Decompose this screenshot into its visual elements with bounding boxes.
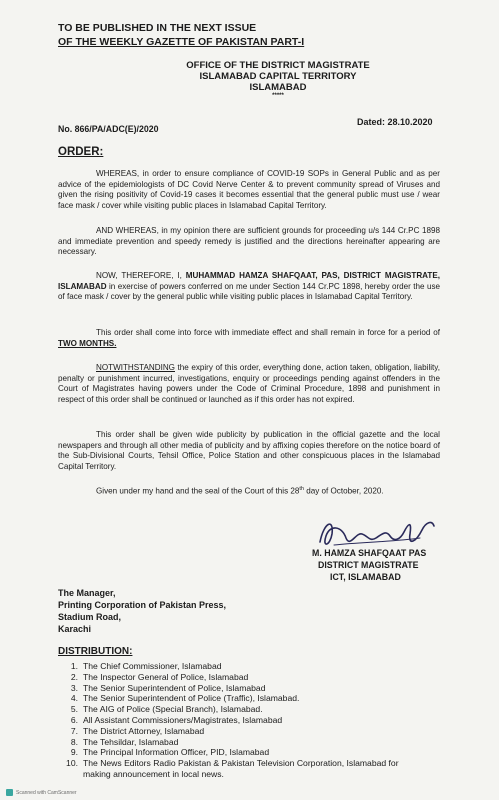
distribution-heading: DISTRIBUTION:: [58, 646, 133, 657]
list-item: 5. The AIG of Police (Special Branch), Islamabad.: [70, 704, 263, 715]
p3-post: in exercise of powers conferred on me under Section 144 Cr.PC 1898, hereby order the use of face mask / cover by the general public while visiting public places in Islamabad Capital Territory.: [58, 281, 440, 302]
gazette-notice-line2: OF THE WEEKLY GAZETTE OF PAKISTAN PART-I: [58, 36, 305, 48]
paragraph-publicity: This order shall be given wide publicity by publication in the official gazette and the local newspapers and through all other media of publicity and by affixing copies therefore on the notice board of the Sub-Divisional Courts, Tehsil Office, Police Station and other conspicuous places in the Islamabad Capital Territory.: [58, 430, 440, 472]
list-item: 10. The News Editors Radio Pakistan & Pakistan Television Corporation, Islamabad for: [66, 758, 399, 769]
paragraph-given-under: [96, 484, 456, 497]
order-date: Dated: 28.10.2020: [357, 117, 433, 127]
p7-post: day of October, 2020.: [303, 486, 384, 496]
list-item: 6. All Assistant Commissioners/Magistrates, Islamabad: [70, 714, 283, 725]
camscanner-icon: [6, 789, 13, 796]
paragraph-now-therefore: [58, 271, 440, 303]
office-subtitle: ISLAMABAD CAPITAL TERRITORY: [199, 71, 357, 82]
office-title: OFFICE OF THE DISTRICT MAGISTRATE: [186, 60, 370, 71]
p5-rest: the expiry of this order, everything done, action taken, obligation, liability, penalty or punishment incurred, investigations, enquiry or proceedings pending against offenders in the Court of Magistrates having powers under the Code of Criminal Procedure, 1898 and punishment in respect of this order shall be continued or launched as if this order has not expired.: [58, 363, 440, 405]
paragraph-notwithstanding: [58, 363, 440, 406]
signatory-name: M. HAMZA SHAFQAAT PAS: [312, 548, 427, 558]
list-item: 8. The Tehsildar, Islamabad: [70, 736, 179, 747]
addressee-line-4: Karachi: [58, 624, 92, 634]
p7-sup: th: [299, 486, 304, 492]
reference-number: No. 866/PA/ADC(E)/2020: [58, 124, 159, 134]
magistrate-name-inline: MUHAMMAD HAMZA SHAFQAAT, PAS, DISTRICT MAGISTRATE, ISLAMABAD: [58, 271, 441, 291]
addressee-line-3: Stadium Road,: [58, 612, 122, 622]
list-item: 9. The Principal Information Officer, PID, Islamabad: [70, 747, 270, 758]
p7-pre: Given under my hand and the seal of the Court of this 28: [96, 486, 300, 496]
list-item: 3. The Senior Superintendent of Police, Islamabad: [70, 682, 266, 693]
p4-pre: This order shall come into force with immediate effect and shall remain in force for a period of: [96, 328, 440, 337]
paragraph-whereas: WHEREAS, in order to ensure compliance of COVID-19 SOPs in General Public and as per advice of the epidemiologists of DC Covid Nerve Center & to prevent community spread of Viruses and given the rising positivity of Covid-19 cases it becomes essential that the general public must use / wear face mask / cover while visiting public places in Islamabad Capital Territory.: [58, 169, 440, 211]
list-item: 7. The District Attorney, Islamabad: [70, 725, 205, 736]
scanner-footer: Scanned with CamScanner: [6, 789, 77, 796]
paragraph-force: [58, 328, 440, 349]
signatory-place: ICT, ISLAMABAD: [330, 572, 401, 582]
list-item: 2. The Inspector General of Police, Islamabad: [70, 671, 249, 682]
addressee-line-2: Printing Corporation of Pakistan Press,: [58, 600, 227, 610]
signatory-title: DISTRICT MAGISTRATE: [318, 560, 419, 570]
list-item: 4. The Senior Superintendent of Police (Traffic), Islamabad.: [70, 693, 300, 704]
addressee-line-1: The Manager,: [58, 588, 116, 598]
office-stars: *****: [272, 93, 284, 99]
duration-two-months: TWO MONTHS.: [58, 338, 117, 348]
list-item: 1. The Chief Commissioner, Islamabad: [70, 661, 222, 671]
distribution-list: [66, 661, 466, 780]
list-item-continuation: making announcement in local news.: [83, 768, 224, 779]
p5-lead: NOTWITHSTANDING: [96, 363, 175, 372]
p3-pre: NOW, THEREFORE, I,: [96, 271, 186, 280]
gazette-notice-line1: TO BE PUBLISHED IN THE NEXT ISSUE: [58, 22, 257, 34]
paragraph-and-whereas: AND WHEREAS, in my opinion there are sufficient grounds for proceeding u/s 144 Cr.PC 1898 and immediate prevention and speedy remedy is justified and the directions hereinafter appearing are necessary.: [58, 226, 440, 257]
office-city: ISLAMABAD: [249, 82, 307, 93]
order-heading: ORDER:: [58, 146, 104, 158]
